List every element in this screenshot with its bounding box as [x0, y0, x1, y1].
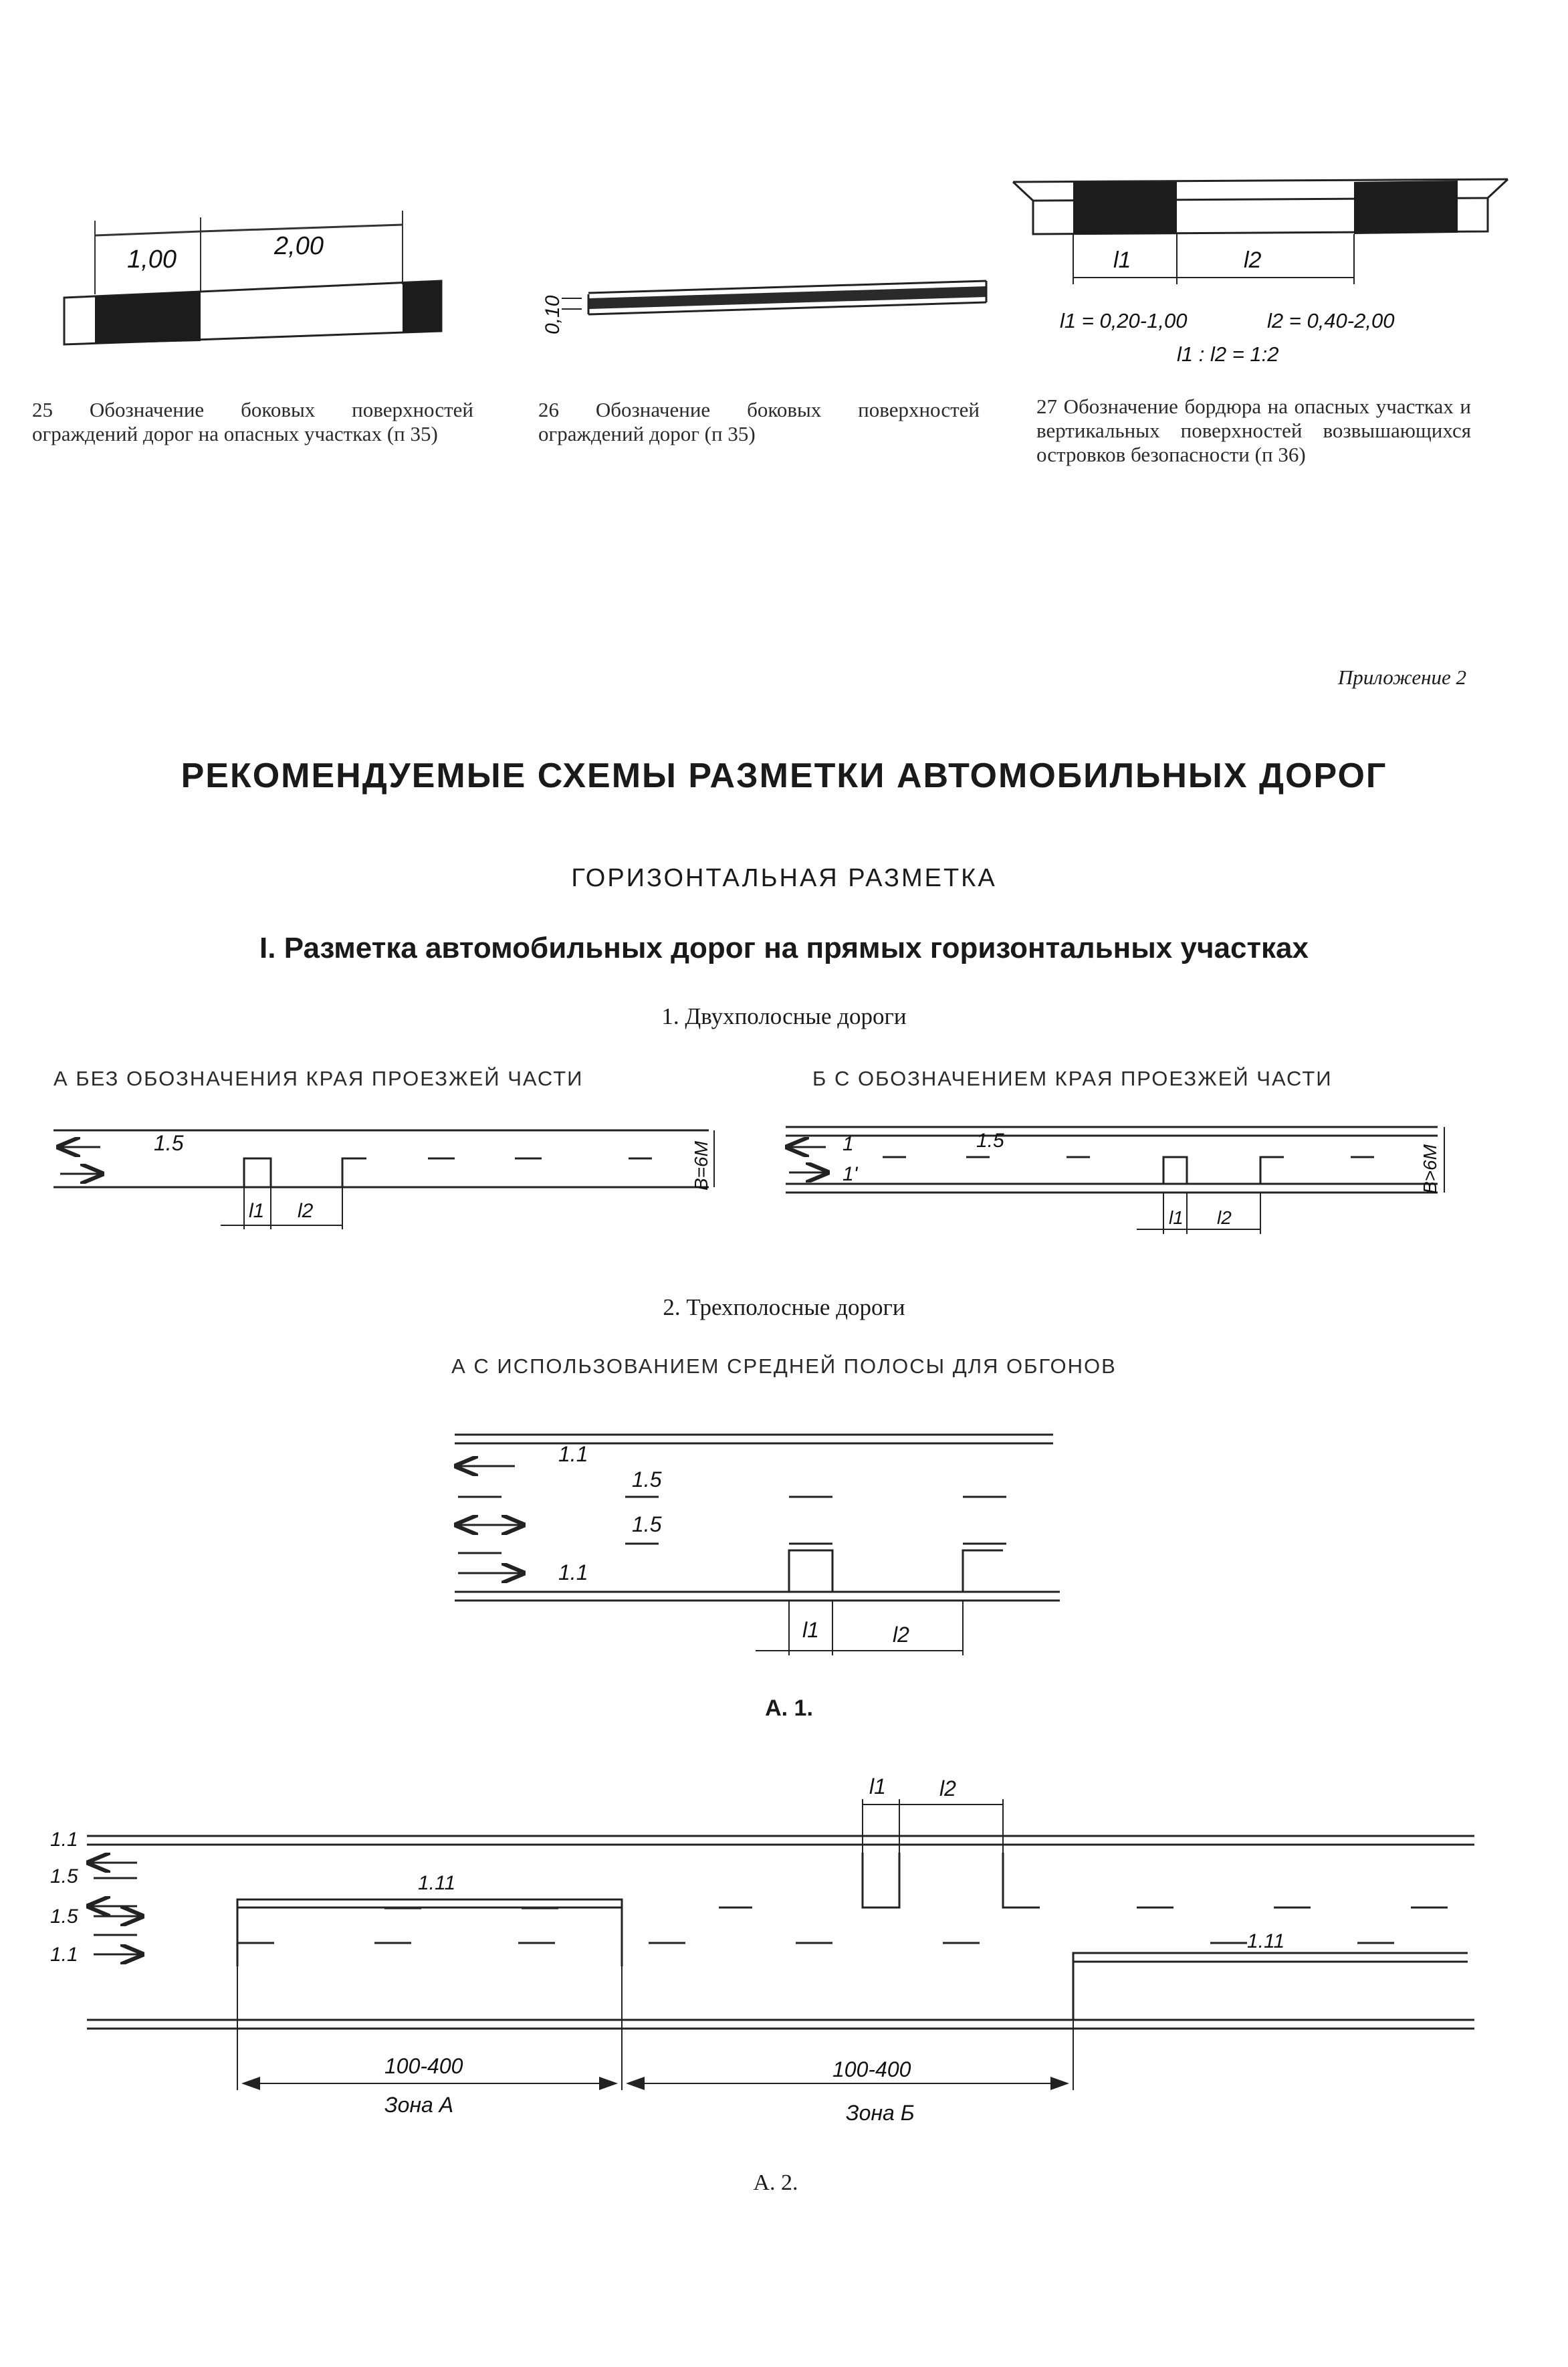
section-title: I. Разметка автомобильных дорог на прямых горизонтальных участках [259, 932, 1309, 964]
fig26-drawing [542, 281, 986, 334]
zone-dim-a: 100-400 [384, 2054, 463, 2078]
zone-left-mark-1: 1.1 [50, 1829, 78, 1851]
dark-block-1 [1073, 182, 1177, 234]
dark-band-1 [95, 292, 201, 344]
three-lane-mark-bottom: 1.1 [558, 1560, 588, 1584]
fig26-caption: 26 Обозначение боковых поверхностей ограждений дорог (п 35) [538, 398, 980, 445]
two-lane-heading: 1. Двухполосные дороги [661, 1003, 907, 1029]
fig27-formula3: l1 : l2 = 1:2 [1177, 342, 1279, 366]
fig25-caption: 25 Обозначение боковых поверхностей ограждений дорог на опасных участках (п 35) [32, 398, 473, 445]
schema-b-l1: l1 [1169, 1207, 1184, 1228]
dim-line-1 [95, 231, 201, 235]
zone-left-mark-3: 1.5 [50, 1906, 78, 1928]
schema-a-l1: l1 [249, 1200, 265, 1222]
schema-a-mark: 1.5 [154, 1131, 184, 1155]
three-lane-heading: 2. Трехполосные дороги [663, 1294, 905, 1320]
zone-diagram [0, 1766, 1568, 2140]
figure-a1-label: А. 1. [765, 1695, 813, 1721]
fig27-l1: l1 [1113, 247, 1131, 273]
three-lane-mark-mid2: 1.5 [632, 1512, 662, 1536]
subtitle: ГОРИЗОНТАЛЬНАЯ РАЗМЕТКА [571, 864, 997, 892]
schema-a-width: B=6M [691, 1141, 711, 1191]
three-lane-mark-mid1: 1.5 [632, 1467, 662, 1491]
zone-l2: l2 [939, 1776, 956, 1800]
fig25-drawing [64, 211, 441, 344]
schema-b-mark-center: 1.5 [976, 1130, 1004, 1152]
schema-b-width: B>6M [1420, 1144, 1440, 1194]
zone-dim-b: 100-400 [832, 2057, 911, 2081]
zone-left-mark-4: 1.1 [50, 1944, 78, 1966]
three-lane-l1: l1 [802, 1618, 819, 1642]
fig27-formula1: l1 = 0,20-1,00 [1060, 309, 1188, 332]
zone-b-label: Зона Б [846, 2101, 915, 2125]
schema-a-diagram [53, 1130, 714, 1229]
fig27-drawing [1013, 179, 1508, 366]
fig27-l2: l2 [1244, 247, 1262, 273]
fig27-caption: 27 Обозначение бордюра на опасных участках и вертикальных поверхностей возвышающихся островков безопасности (п 36) [1036, 395, 1471, 466]
three-lane-mark-top: 1.1 [558, 1442, 588, 1466]
main-title: РЕКОМЕНДУЕМЫЕ СХЕМЫ РАЗМЕТКИ АВТОМОБИЛЬНЫХ ДОРОГ [181, 756, 1387, 795]
three-lane-schema-title: А С ИСПОЛЬЗОВАНИЕМ СРЕДНЕЙ ПОЛОСЫ ДЛЯ ОБГОНОВ [451, 1354, 1117, 1378]
zone-l1: l1 [869, 1774, 886, 1798]
zone-mark-111-a: 1.11 [418, 1872, 456, 1894]
schema-b-mark-edge1: 1 [843, 1133, 854, 1155]
schema-b-mark-edge2: 1' [843, 1163, 858, 1185]
dim-line-2 [201, 225, 403, 231]
fig26-dim: 0,10 [542, 295, 564, 334]
fig25-dim2: 2,00 [274, 232, 324, 260]
zone-a-label: Зона А [384, 2093, 454, 2117]
two-lane-diagrams [0, 1110, 1568, 1244]
zone-left-mark-2: 1.5 [50, 1865, 78, 1887]
fig27-formula2: l2 = 0,40-2,00 [1267, 309, 1395, 332]
three-lane-diagram [0, 1425, 1568, 1679]
schema-a-l2: l2 [298, 1200, 314, 1222]
dark-block-2 [1354, 181, 1458, 234]
schema-a-title: А БЕЗ ОБОЗНАЧЕНИЯ КРАЯ ПРОЕЗЖЕЙ ЧАСТИ [53, 1067, 584, 1090]
stripe-band [588, 286, 986, 309]
schema-b-l2: l2 [1217, 1207, 1232, 1228]
appendix-label: Приложение 2 [1337, 665, 1466, 689]
fig25-dim1: 1,00 [127, 245, 177, 274]
dark-band-2 [403, 281, 441, 333]
figure-a2-label: А. 2. [753, 2170, 798, 2195]
zone-mark-111-b: 1.11 [1247, 1930, 1285, 1952]
three-lane-l2: l2 [893, 1623, 909, 1647]
schema-b-diagram [786, 1127, 1444, 1234]
schema-b-title: Б С ОБОЗНАЧЕНИЕМ КРАЯ ПРОЕЗЖЕЙ ЧАСТИ [812, 1067, 1333, 1090]
